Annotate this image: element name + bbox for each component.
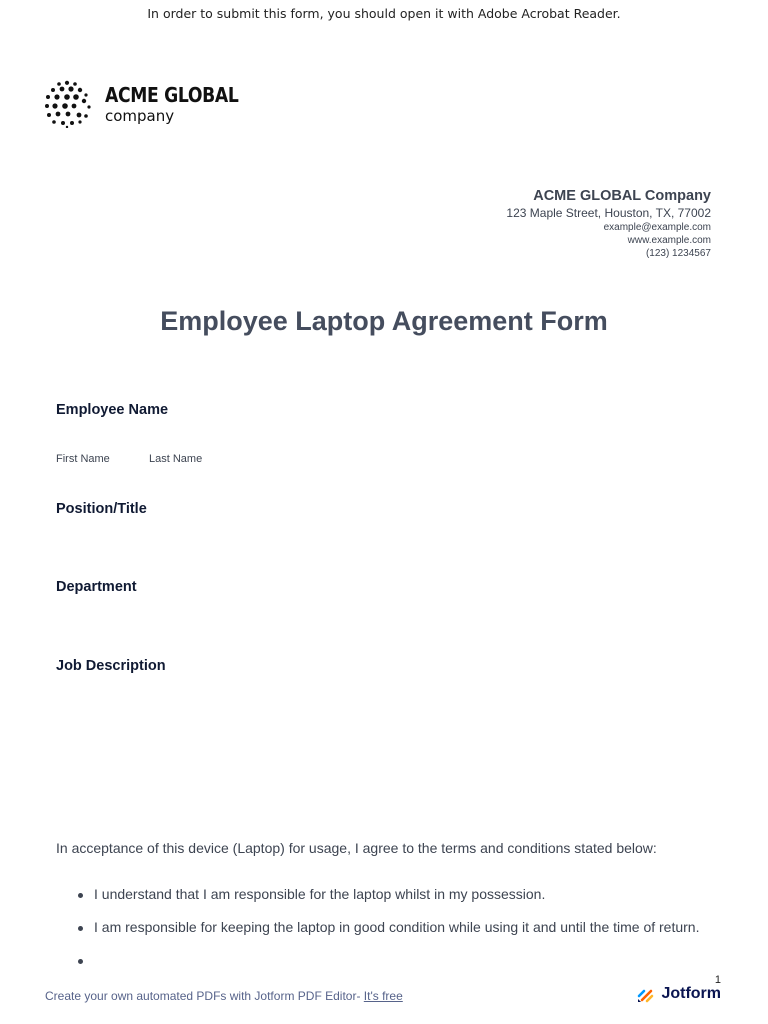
- list-item: [78, 952, 699, 985]
- list-item: I understand that I am responsible for the laptop whilst in my possession.: [78, 886, 699, 919]
- logo-name: ACME GLOBAL: [105, 82, 239, 107]
- dotted-globe-icon: [44, 80, 92, 128]
- page-title: Employee Laptop Agreement Form: [160, 306, 608, 336]
- agreement-intro: In acceptance of this device (Laptop) for usage, I agree to the terms and conditions stated below:: [56, 840, 657, 856]
- job-description-label: Job Description: [56, 658, 166, 674]
- employee-name-label: Employee Name: [56, 402, 169, 418]
- jotform-name: Jotform: [661, 985, 721, 1002]
- company-logo: [44, 80, 260, 128]
- footer-text: Create your own automated PDFs with Jotform PDF Editor-: [45, 989, 361, 1003]
- company-email: example@example.com: [603, 222, 711, 233]
- footer-promo: [45, 989, 403, 1003]
- last-name-label: Last Name: [149, 453, 203, 465]
- acrobat-notice: In order to submit this form, you should open it with Adobe Acrobat Reader.: [147, 6, 621, 21]
- its-free-link[interactable]: It's free: [363, 989, 403, 1003]
- company-website: www.example.com: [627, 235, 711, 246]
- logo-subtitle: company: [105, 106, 175, 125]
- company-phone: (123) 1234567: [645, 248, 711, 259]
- company-info: [506, 188, 711, 259]
- position-title-label: Position/Title: [56, 501, 147, 517]
- first-name-label: First Name: [56, 453, 110, 465]
- list-item: I am responsible for keeping the laptop in good condition while using it and until the time of return.: [78, 919, 699, 952]
- terms-list: [78, 886, 699, 985]
- company-address: 123 Maple Street, Houston, TX, 77002: [506, 206, 711, 220]
- jotform-brand[interactable]: [637, 985, 721, 1003]
- page-number: 1: [714, 974, 721, 986]
- department-label: Department: [56, 579, 137, 595]
- company-name: ACME GLOBAL Company: [533, 188, 711, 204]
- jotform-logo-icon: [637, 985, 655, 1003]
